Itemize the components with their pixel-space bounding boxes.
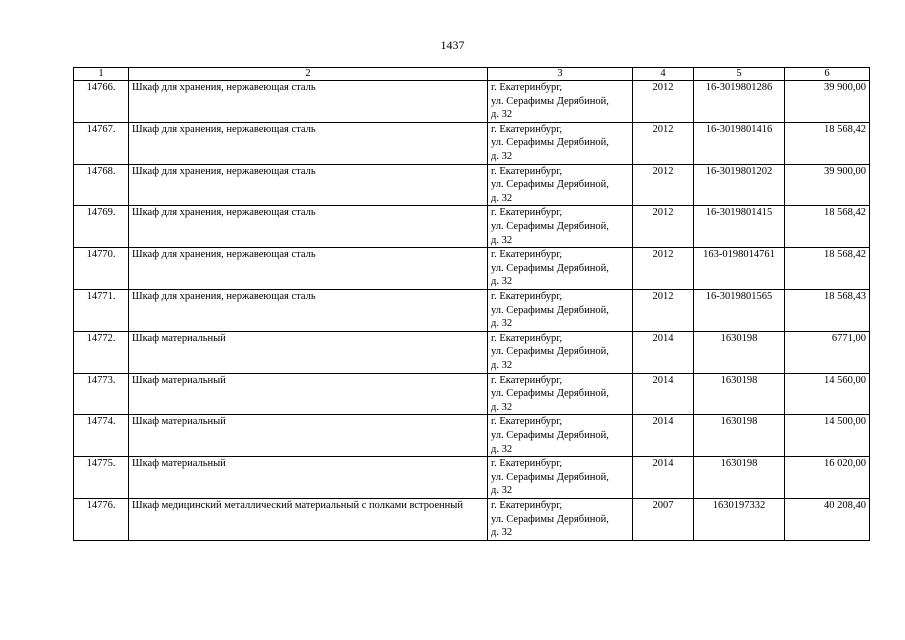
table-row bbox=[74, 122, 870, 164]
item-cost: 18 568,42 bbox=[785, 122, 870, 164]
column-header: 2 bbox=[129, 68, 488, 81]
row-number: 14767. bbox=[74, 122, 129, 164]
item-year: 2012 bbox=[633, 164, 694, 206]
inventory-number: 1630198 bbox=[694, 415, 785, 457]
item-cost: 16 020,00 bbox=[785, 457, 870, 499]
page-number: 1437 bbox=[440, 38, 465, 52]
item-address: г. Екатеринбург, ул. Серафимы Дерябиной, д. 32 bbox=[488, 331, 633, 373]
inventory-number: 1630198 bbox=[694, 373, 785, 415]
inventory-number: 16-3019801286 bbox=[694, 81, 785, 123]
table-row bbox=[74, 164, 870, 206]
item-address: г. Екатеринбург, ул. Серафимы Дерябиной, д. 32 bbox=[488, 373, 633, 415]
table-row bbox=[74, 373, 870, 415]
item-name: Шкаф для хранения, нержавеющая сталь bbox=[129, 206, 488, 248]
item-address: г. Екатеринбург, ул. Серафимы Дерябиной, д. 32 bbox=[488, 81, 633, 123]
item-name: Шкаф материальный bbox=[129, 457, 488, 499]
item-name: Шкаф материальный bbox=[129, 331, 488, 373]
item-address: г. Екатеринбург, ул. Серафимы Дерябиной, д. 32 bbox=[488, 498, 633, 540]
item-name: Шкаф для хранения, нержавеющая сталь bbox=[129, 289, 488, 331]
row-number: 14770. bbox=[74, 248, 129, 290]
table-row bbox=[74, 331, 870, 373]
table-row bbox=[74, 289, 870, 331]
item-cost: 14 560,00 bbox=[785, 373, 870, 415]
row-number: 14769. bbox=[74, 206, 129, 248]
inventory-number: 1630198 bbox=[694, 457, 785, 499]
row-number: 14768. bbox=[74, 164, 129, 206]
item-name: Шкаф медицинский металлический материальный с полками встроенный bbox=[129, 498, 488, 540]
item-address: г. Екатеринбург, ул. Серафимы Дерябиной, д. 32 bbox=[488, 248, 633, 290]
inventory-number: 16-3019801202 bbox=[694, 164, 785, 206]
row-number: 14774. bbox=[74, 415, 129, 457]
item-name: Шкаф материальный bbox=[129, 415, 488, 457]
item-cost: 39 900,00 bbox=[785, 164, 870, 206]
row-number: 14775. bbox=[74, 457, 129, 499]
table-row bbox=[74, 248, 870, 290]
item-cost: 18 568,42 bbox=[785, 248, 870, 290]
table-row bbox=[74, 81, 870, 123]
item-year: 2012 bbox=[633, 289, 694, 331]
item-name: Шкаф для хранения, нержавеющая сталь bbox=[129, 81, 488, 123]
item-cost: 39 900,00 bbox=[785, 81, 870, 123]
item-cost: 18 568,43 bbox=[785, 289, 870, 331]
item-address: г. Екатеринбург, ул. Серафимы Дерябиной, д. 32 bbox=[488, 122, 633, 164]
item-name: Шкаф для хранения, нержавеющая сталь bbox=[129, 248, 488, 290]
item-year: 2012 bbox=[633, 206, 694, 248]
item-year: 2014 bbox=[633, 457, 694, 499]
column-header: 5 bbox=[694, 68, 785, 81]
inventory-number: 1630198 bbox=[694, 331, 785, 373]
item-address: г. Екатеринбург, ул. Серафимы Дерябиной, д. 32 bbox=[488, 206, 633, 248]
item-name: Шкаф для хранения, нержавеющая сталь bbox=[129, 122, 488, 164]
inventory-number: 16-3019801565 bbox=[694, 289, 785, 331]
table-row bbox=[74, 457, 870, 499]
item-year: 2012 bbox=[633, 81, 694, 123]
header-row bbox=[74, 68, 870, 81]
item-cost: 14 500,00 bbox=[785, 415, 870, 457]
table-row bbox=[74, 498, 870, 540]
inventory-number: 16-3019801416 bbox=[694, 122, 785, 164]
row-number: 14771. bbox=[74, 289, 129, 331]
item-year: 2014 bbox=[633, 331, 694, 373]
row-number: 14773. bbox=[74, 373, 129, 415]
item-name: Шкаф для хранения, нержавеющая сталь bbox=[129, 164, 488, 206]
item-year: 2014 bbox=[633, 373, 694, 415]
row-number: 14772. bbox=[74, 331, 129, 373]
item-address: г. Екатеринбург, ул. Серафимы Дерябиной, д. 32 bbox=[488, 289, 633, 331]
item-address: г. Екатеринбург, ул. Серафимы Дерябиной, д. 32 bbox=[488, 457, 633, 499]
property-table bbox=[73, 67, 870, 541]
inventory-number: 163-0198014761 bbox=[694, 248, 785, 290]
table-row bbox=[74, 415, 870, 457]
table-row bbox=[74, 206, 870, 248]
inventory-number: 1630197332 bbox=[694, 498, 785, 540]
item-name: Шкаф материальный bbox=[129, 373, 488, 415]
item-cost: 40 208,40 bbox=[785, 498, 870, 540]
item-year: 2012 bbox=[633, 248, 694, 290]
item-cost: 6771,00 bbox=[785, 331, 870, 373]
column-header: 4 bbox=[633, 68, 694, 81]
row-number: 14766. bbox=[74, 81, 129, 123]
item-address: г. Екатеринбург, ул. Серафимы Дерябиной, д. 32 bbox=[488, 415, 633, 457]
item-year: 2012 bbox=[633, 122, 694, 164]
column-header: 6 bbox=[785, 68, 870, 81]
item-address: г. Екатеринбург, ул. Серафимы Дерябиной, д. 32 bbox=[488, 164, 633, 206]
item-cost: 18 568,42 bbox=[785, 206, 870, 248]
item-year: 2007 bbox=[633, 498, 694, 540]
inventory-number: 16-3019801415 bbox=[694, 206, 785, 248]
column-header: 3 bbox=[488, 68, 633, 81]
row-number: 14776. bbox=[74, 498, 129, 540]
item-year: 2014 bbox=[633, 415, 694, 457]
column-header: 1 bbox=[74, 68, 129, 81]
